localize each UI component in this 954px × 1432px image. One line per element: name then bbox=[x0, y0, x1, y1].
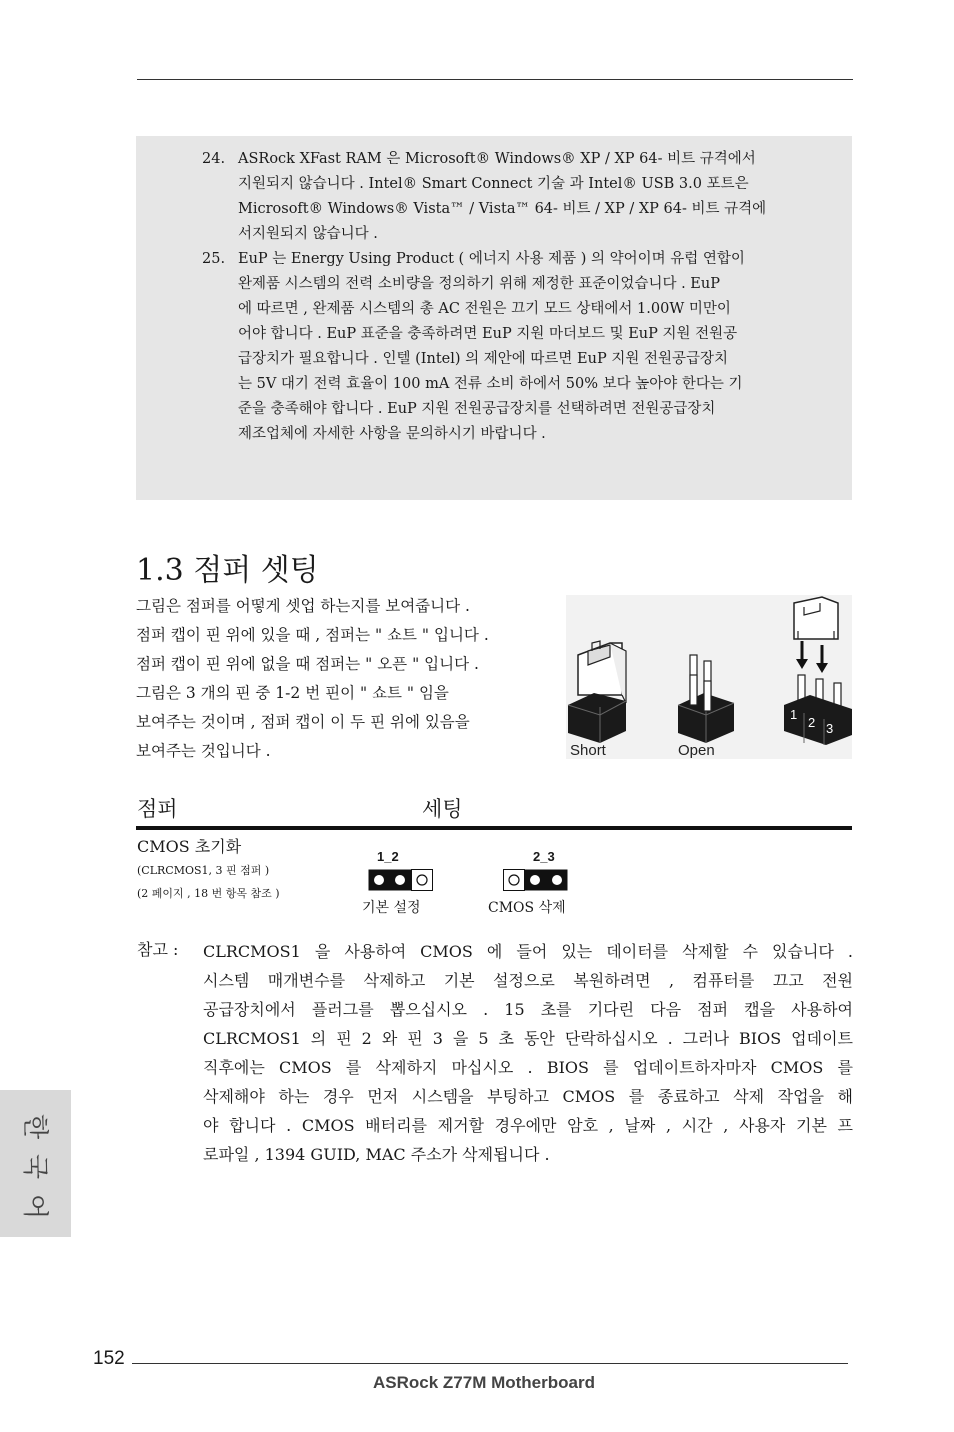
note-line: 는 5V 대기 전력 효율이 100 mA 전류 소비 하에서 50% 보다 높아야 한다는 기 bbox=[238, 376, 743, 392]
note-line: 서지원되지 않습니다 . bbox=[238, 226, 378, 242]
language-side-tab bbox=[0, 1090, 71, 1237]
note-25 bbox=[202, 247, 842, 447]
note-body-line: 시스템 매개변수를 삭제하고 기본 설정으로 복원하려면 , 컴퓨터를 끄고 전원 bbox=[203, 971, 853, 990]
note-number: 24. bbox=[202, 151, 226, 167]
note-line: Microsoft® Windows® Vista™ / Vista™ 64- 비트 / XP / XP 64- 비트 규격에 bbox=[238, 201, 767, 217]
table-header-rule bbox=[136, 826, 852, 830]
footer-title: ASRock Z77M Motherboard bbox=[373, 1373, 595, 1392]
note-line: 급장치가 필요합니다 . 인텔 (Intel) 의 제안에 따르면 EuP 지원 전원공급장치 bbox=[238, 351, 728, 367]
note-line: EuP 는 Energy Using Product ( 에너지 사용 제품 ) 의 약어이며 유럽 연합이 bbox=[238, 251, 745, 267]
note-body-line: CLRCMOS1 의 핀 2 와 핀 3 을 5 초 동안 단락하십시오 . 그러나 BIOS 업데이트 bbox=[203, 1029, 853, 1048]
section-intro bbox=[136, 592, 489, 766]
notes-box bbox=[136, 136, 852, 500]
note-line: 제조업체에 자세한 사항을 문의하시기 바랍니다 . bbox=[238, 426, 546, 442]
side-tab-char: 한 bbox=[19, 1113, 50, 1140]
pin-number-2: 2 bbox=[808, 715, 816, 730]
short-label: Short bbox=[570, 742, 606, 759]
jumper-illustration bbox=[566, 595, 852, 759]
note-number: 25. bbox=[202, 251, 226, 267]
note-body-line: CLRCMOS1 을 사용하여 CMOS 에 들어 있는 데이터를 삭제할 수 있습니다 . bbox=[203, 942, 853, 961]
header-rule bbox=[137, 79, 853, 80]
note-body-line: 삭제해야 하는 경우 먼저 시스템을 부팅하고 CMOS 를 종료하고 삭제 작업을 해 bbox=[203, 1087, 853, 1106]
intro-line: 보여주는 것이며 , 점퍼 캡이 이 두 핀 위에 있음을 bbox=[136, 713, 470, 731]
note-line: ASRock XFast RAM 은 Microsoft® Windows® XP / XP 64- 비트 규격에서 bbox=[238, 151, 756, 167]
page-number: 152 bbox=[93, 1348, 125, 1369]
side-tab-char: 국 bbox=[19, 1153, 50, 1180]
note-24 bbox=[202, 147, 842, 247]
note-label: 참고 : bbox=[137, 940, 179, 959]
side-tab-char: 어 bbox=[19, 1193, 50, 1220]
note-line: 어야 합니다 . EuP 표준을 충족하려면 EuP 지원 마더보드 및 EuP 지원 전원공 bbox=[238, 326, 738, 342]
footer-rule bbox=[132, 1363, 848, 1364]
table-header-jumper: 점퍼 bbox=[137, 797, 178, 821]
intro-line: 보여주는 것입니다 . bbox=[136, 742, 271, 760]
pin-header-1-2-icon bbox=[368, 869, 434, 897]
note-line: 준을 충족해야 합니다 . EuP 지원 전원공급장치를 선택하려면 전원공급장치 bbox=[238, 401, 716, 417]
cmos-clear-sub1: (CLRCMOS1, 3 핀 점퍼 ) bbox=[137, 864, 270, 877]
open-label: Open bbox=[678, 742, 715, 759]
short-jumper-icon bbox=[568, 641, 626, 743]
note-body bbox=[203, 937, 853, 1169]
note-line: 지원되지 않습니다 . Intel® Smart Connect 기술 과 Intel® USB 3.0 포트은 bbox=[238, 176, 749, 192]
note-line: 완제품 시스템의 전력 소비량을 정의하기 위해 제정한 표준이었습니다 . EuP bbox=[238, 276, 720, 292]
section-title: 1.3 점퍼 셋팅 bbox=[136, 553, 319, 588]
cmos-clear-sub2: (2 페이지 , 18 번 항목 참조 ) bbox=[137, 887, 280, 900]
table-header-setting: 세팅 bbox=[422, 797, 463, 821]
pin-number-1: 1 bbox=[790, 707, 798, 722]
intro-line: 그림은 점퍼를 어떻게 셋업 하는지를 보여줍니다 . bbox=[136, 597, 470, 615]
cmos-clear-label: CMOS 초기화 bbox=[137, 837, 242, 856]
note-line: 에 따르면 , 완제품 시스템의 총 AC 전원은 끄기 모드 상태에서 1.00W 미만이 bbox=[238, 301, 731, 317]
pin-header-2-3-icon bbox=[503, 869, 569, 897]
setting-default-pins: 1_2 bbox=[377, 849, 399, 864]
pin-number-3: 3 bbox=[826, 721, 834, 736]
setting-clear-caption: CMOS 삭제 bbox=[488, 900, 566, 916]
note-body-line: 로파일 , 1394 GUID, MAC 주소가 삭제됩니다 . bbox=[203, 1145, 550, 1164]
note-body-line: 직후에는 CMOS 를 삭제하지 마십시오 . BIOS 를 업데이트하자마자 CMOS 를 bbox=[203, 1058, 853, 1077]
setting-default-caption: 기본 설정 bbox=[362, 900, 421, 916]
setting-clear-pins: 2_3 bbox=[533, 849, 555, 864]
intro-line: 그림은 3 개의 핀 중 1-2 번 핀이 " 쇼트 " 임을 bbox=[136, 684, 449, 702]
three-pin-jumper-icon bbox=[784, 597, 852, 745]
intro-line: 점퍼 캡이 핀 위에 없을 때 점퍼는 " 오픈 " 입니다 . bbox=[136, 655, 479, 673]
note-body-line: 공급장치에서 플러그를 뽑으십시오 . 15 초를 기다린 다음 점퍼 캡을 사용하여 bbox=[203, 1000, 853, 1019]
intro-line: 점퍼 캡이 핀 위에 있을 때 , 점퍼는 " 쇼트 " 입니다 . bbox=[136, 626, 489, 644]
open-jumper-icon bbox=[678, 655, 734, 743]
note-body-line: 야 합니다 . CMOS 배터리를 제거할 경우에만 암호 , 날짜 , 시간 , 사용자 기본 프 bbox=[203, 1116, 853, 1135]
